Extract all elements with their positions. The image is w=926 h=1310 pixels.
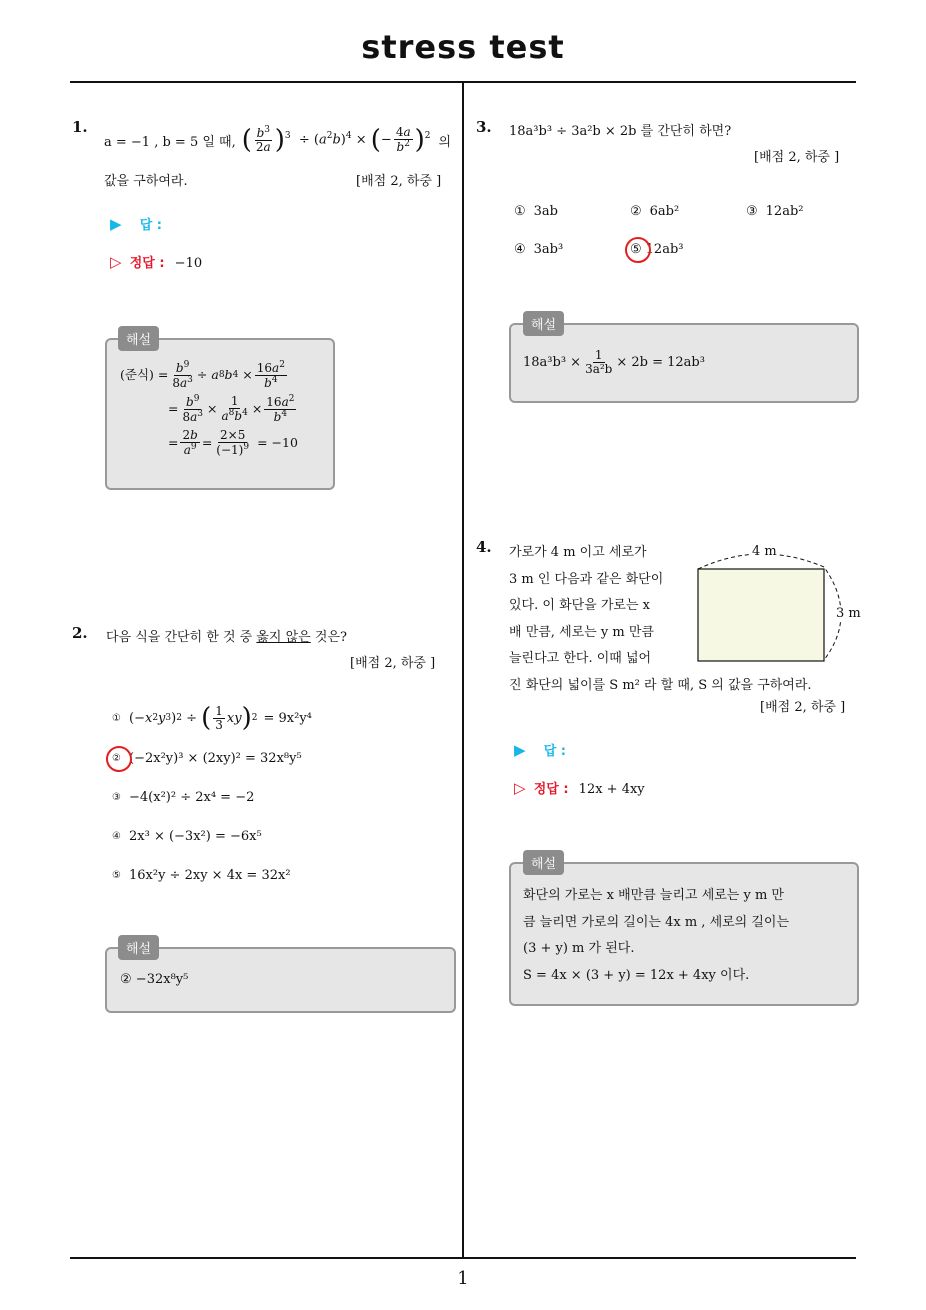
column-divider [462, 82, 464, 1259]
q2-choice-3-text: −4(x²)² ÷ 2x⁴ = −2 [129, 790, 255, 805]
q4-line-5: 늘린다고 한다. 이때 넓어 [509, 651, 652, 666]
q2-explain-text: −32x⁸y⁵ [135, 972, 189, 987]
q3-choice-4-text: 3ab³ [533, 242, 564, 257]
q2-choice-1-rest: = 9x²y⁴ [263, 710, 312, 726]
choice-number-2: ② [630, 204, 642, 219]
q2-stem [106, 626, 347, 645]
q4-correct-value: 12x + 4xy [578, 782, 645, 797]
footer-rule [70, 1257, 856, 1259]
q2-choice-5[interactable] [110, 868, 291, 883]
q3-choice-3[interactable] [746, 204, 803, 219]
q1-number: 1. [72, 118, 88, 136]
q3-choice-3-text: 12ab² [765, 204, 804, 219]
q4-explain-line-1: 화단의 가로는 x 배만큼 늘리고 세로는 y m 만 [523, 888, 784, 903]
q1-score: [배점 2, 하중 ] [356, 174, 442, 189]
q4-correct-row [514, 778, 645, 797]
q4-explain-line-4: S = 4x × (3 + y) = 12x + 4xy 이다. [523, 967, 750, 983]
q1-explain-row2: = $\frac{b^9}{8a^3}$ × $\frac{1}{a^8b^4}$ × $\frac{16a^2}{b^4}$ [168, 393, 295, 424]
choice-number-3: ③ [746, 204, 758, 219]
answer-arrow-icon: ▶ [110, 215, 122, 233]
correct-arrow-icon: ▷ [514, 779, 526, 797]
q1-correct-row [110, 252, 202, 271]
q1-intro: a = −1 , b = 5 일 때, [104, 134, 236, 150]
q4-explain-tag: 해설 [523, 850, 564, 875]
q1-explain-result: = −10 [257, 434, 298, 450]
q3-explain-frac-num: 1 [594, 347, 603, 362]
choice-number-2: ② [112, 753, 121, 764]
garden-figure [690, 540, 860, 668]
choice-number-5: ⑤ [630, 242, 642, 257]
q2-choice-4[interactable] [110, 829, 262, 844]
choice-number-4: ④ [112, 831, 121, 842]
choice-number-1: ① [112, 712, 121, 724]
q2-choice-1[interactable]: ① (− x 2 y 3 ) 2 ÷ ( $\frac{1}{3}$ xy ) 2 = 9x²y⁴ [110, 700, 312, 736]
q3-choice-2-text: 6ab² [649, 204, 680, 219]
q1-particle: 의 [438, 134, 452, 150]
selected-mark-icon [106, 746, 132, 772]
q1-correct-value: −10 [174, 256, 203, 271]
q2-score: [배점 2, 하중 ] [350, 656, 436, 671]
q3-choice-4[interactable] [514, 242, 563, 257]
answer-label: 답 : [543, 744, 566, 759]
choice-number-4: ④ [514, 242, 526, 257]
q3-score: [배점 2, 하중 ] [754, 150, 840, 165]
garden-rectangle [698, 569, 824, 661]
choice-number-3: ③ [112, 792, 121, 803]
q1-explain-row1: (준식) = $\frac{b^9}{8a^3}$ ÷ a 8 b 4 × $\frac{16a^2}{b^4}$ [120, 359, 285, 390]
q3-explain-tag: 해설 [523, 311, 564, 336]
correct-arrow-icon: ▷ [110, 253, 122, 271]
selected-mark-icon [625, 237, 651, 263]
q3-choice-1-text: 3ab [533, 204, 558, 219]
q4-line-1: 가로가 4 m 이고 세로가 [509, 545, 647, 560]
answer-arrow-icon: ▶ [514, 741, 526, 759]
q2-stem-a: 다음 식을 간단히 한 것 중 [106, 630, 257, 645]
correct-label: 정답 : [533, 782, 569, 797]
choice-number-1: ① [514, 204, 526, 219]
q1-explain-row3: = $\frac{2b}{a^9}$ = $\frac{2\times 5}{(-1)^9}$ = −10 [168, 428, 298, 457]
q2-stem-b: 것은? [310, 630, 347, 645]
q1-explain-prefix: (준식) = [120, 366, 169, 382]
q2-explain-tag: 해설 [118, 935, 159, 960]
q2-number: 2. [72, 624, 88, 642]
page-number: 1 [457, 1268, 469, 1289]
q4-line-3: 있다. 이 화단을 가로는 x [509, 598, 651, 613]
q2-stem-underlined: 옳지 않은 [256, 630, 311, 645]
q1-expression: ( $\frac{b^3}{2a}$ )$^3 \div (a^2b)^4$ × (− $\frac{4a}{b^2}$ )$^2$ [241, 125, 431, 155]
q2-explain-body [120, 972, 188, 987]
q4-line-6: 진 화단의 넓이를 S m² 라 할 때, S 의 값을 구하여라. [509, 677, 812, 693]
q2-choice-5-text: 16x²y ÷ 2xy × 4x = 32x² [129, 868, 291, 883]
q3-choice-2[interactable] [630, 204, 679, 219]
q3-explain-post: × 2b = 12ab³ [616, 354, 705, 370]
q4-line-2: 3 m 인 다음과 같은 화단이 [509, 571, 664, 587]
q1-explain-tag: 해설 [118, 326, 159, 351]
q4-line-4: 배 만큼, 세로는 y m 만큼 [509, 624, 654, 640]
q2-choice-3[interactable] [110, 790, 254, 805]
q3-explain-body [523, 342, 705, 382]
q3-number: 3. [476, 118, 492, 136]
q3-explain-frac-den: 3a²b [585, 361, 613, 376]
page-title: stress test [361, 28, 565, 66]
q2-choice-2[interactable] [110, 751, 302, 766]
q4-explain-line-2: 큼 늘리면 가로의 길이는 4x m , 세로의 길이는 [523, 914, 790, 930]
q4-number: 4. [476, 538, 492, 556]
q4-explain-body [523, 883, 789, 989]
q3-explain-pre: 18a³b³ × [523, 354, 582, 370]
q2-choice-2-text: (−2x²y)³ × (2xy)² = 32x⁸y⁵ [129, 751, 302, 766]
figure-right-label: 3 m [836, 606, 861, 621]
q4-score: [배점 2, 하중 ] [760, 700, 846, 715]
q3-stem: 18a³b³ ÷ 3a²b × 2b 를 간단히 하면? [509, 124, 732, 139]
q1-stem-line1 [104, 116, 451, 164]
q3-choice-5-text: 12ab³ [645, 242, 684, 257]
q1-answer-row [110, 214, 162, 233]
q4-answer-row [514, 740, 566, 759]
q2-choice-4-text: 2x³ × (−3x²) = −6x⁵ [129, 829, 262, 844]
q2-explain-num: ② [120, 972, 132, 987]
q1-explain-body [120, 358, 298, 460]
figure-top-label: 4 m [752, 544, 777, 559]
answer-label: 답 : [139, 218, 162, 233]
q3-choice-1[interactable] [514, 204, 558, 219]
q1-stem-line2: 값을 구하여라. [104, 174, 188, 189]
q4-explain-line-3: (3 + y) m 가 된다. [523, 941, 635, 956]
choice-number-5: ⑤ [112, 870, 121, 881]
correct-label: 정답 : [129, 256, 165, 271]
